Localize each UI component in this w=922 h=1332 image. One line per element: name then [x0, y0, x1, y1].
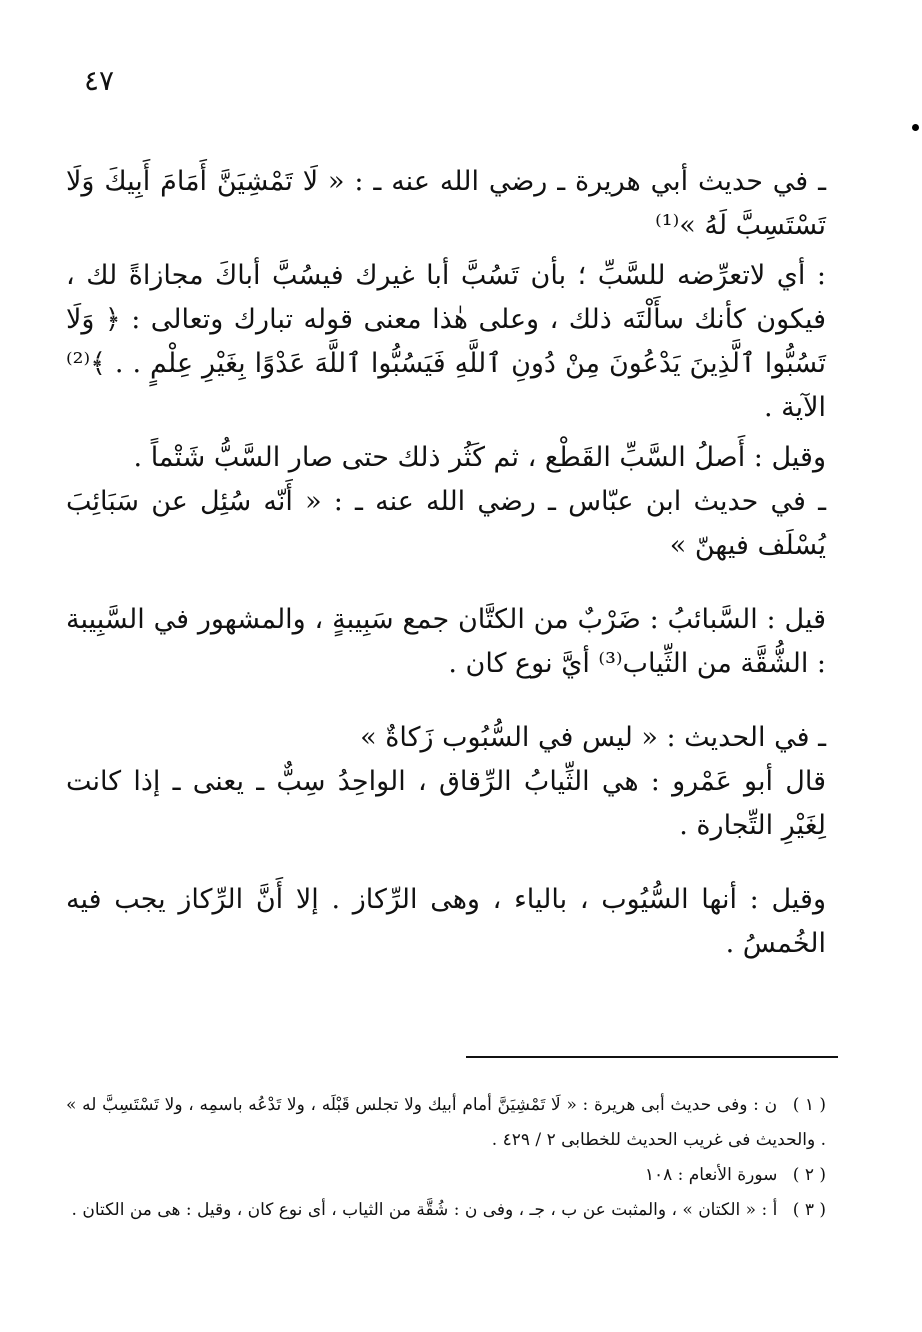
- footnote-number: ( ٣ ): [792, 1200, 826, 1220]
- sabaib-definition: قيل : السَّبائبُ : ضَرْبٌ من الكتَّان جمع سَبِيبةٍ ، والمشهور في السَّبِيبة : الشُّقَّة من الثِّياب⁽³⁾ أيَّ نوع كان .: [66, 604, 826, 679]
- hadith-abu-hurayra: ـ في حديث أبي هريرة ـ رضي الله عنه ـ : « لَا تَمْشِيَنَّ أَمَامَ أَبِيكَ وَلَا تَسْتَسِبَّ لَهُ »⁽¹⁾: [66, 166, 826, 241]
- footnote-divider: [466, 1056, 838, 1058]
- suyub-rikaz: وقيل : أنها السُّيُوب ، بالياء ، وهى الرِّكاز . إلا أَنَّ الرِّكاز يجب فيه الخُمسُ .: [66, 884, 826, 959]
- abu-amr-saying: قال أبو عَمْرو : هي الثِّيابُ الرِّقاق ، الواحِدُ سِبٌّ ـ يعنى ـ إذا كانت لِغَيْرِ التِّجارة .: [66, 766, 826, 841]
- footnote-3: [66, 1193, 826, 1228]
- footnote-number: ( ١ ): [792, 1095, 826, 1115]
- hadith-ibn-abbas: ـ في حديث ابن عبّاس ـ رضي الله عنه ـ : « أَنّه سُئِل عن سَبَائِبَ يُسْلَف فيهنّ »: [66, 486, 826, 561]
- hadith-subub: ـ في الحديث : « ليس في السُّبُوب زَكاةٌ »: [360, 722, 826, 753]
- page-number: ٤٧: [84, 64, 115, 97]
- footnote-text: ن : وفى حديث أبى هريرة : « لَا تَمْشِيَنَّ أمام أبيك ولا تجلس قَبْلَه ، ولا تَدْعُه باسمِه ، ولا تَسْتَسِبَّ له » . والحديث فى غريب الحديث للخطابى ٢ / ٤٢٩ .: [66, 1095, 826, 1150]
- main-text: [66, 160, 826, 966]
- origin-of-sabb: وقيل : أَصلُ السَّبِّ القَطْع ، ثم كَثُر ذلك حتى صار السَّبُّ شَتْماً .: [133, 442, 826, 473]
- explanation-paragraph: : أي لاتعرِّضه للسَّبِّ ؛ بأن تَسُبَّ أبا غيرك فيسُبَّ أباكَ مجازاةً لك ، فيكون كأنك سأَلْتَه ذلك ، وعلى هٰذا معنى قوله تبارك وتعالى : ﴿ وَلَا تَسُبُّوا ٱلَّذِينَ يَدْعُونَ مِنْ دُونِ ٱللَّهِ فَيَسُبُّوا ٱللَّهَ عَدْوًا بِغَيْرِ عِلْمٍ . . ﴾⁽²⁾ الآية .: [66, 260, 826, 423]
- footnote-1: [66, 1088, 826, 1158]
- footnote-2: [66, 1158, 826, 1193]
- footnotes: [66, 1088, 826, 1228]
- footnote-text: أ : « الكتان » ، والمثبت عن ب ، جـ ، وفى ن : شُقَّة من الثياب ، أى نوع كان ، وقيل : هى من الكتان .: [71, 1200, 778, 1220]
- edge-mark: [912, 124, 919, 131]
- footnote-number: ( ٢ ): [792, 1165, 826, 1185]
- footnote-text: سورة الأنعام : ١٠٨: [644, 1165, 778, 1185]
